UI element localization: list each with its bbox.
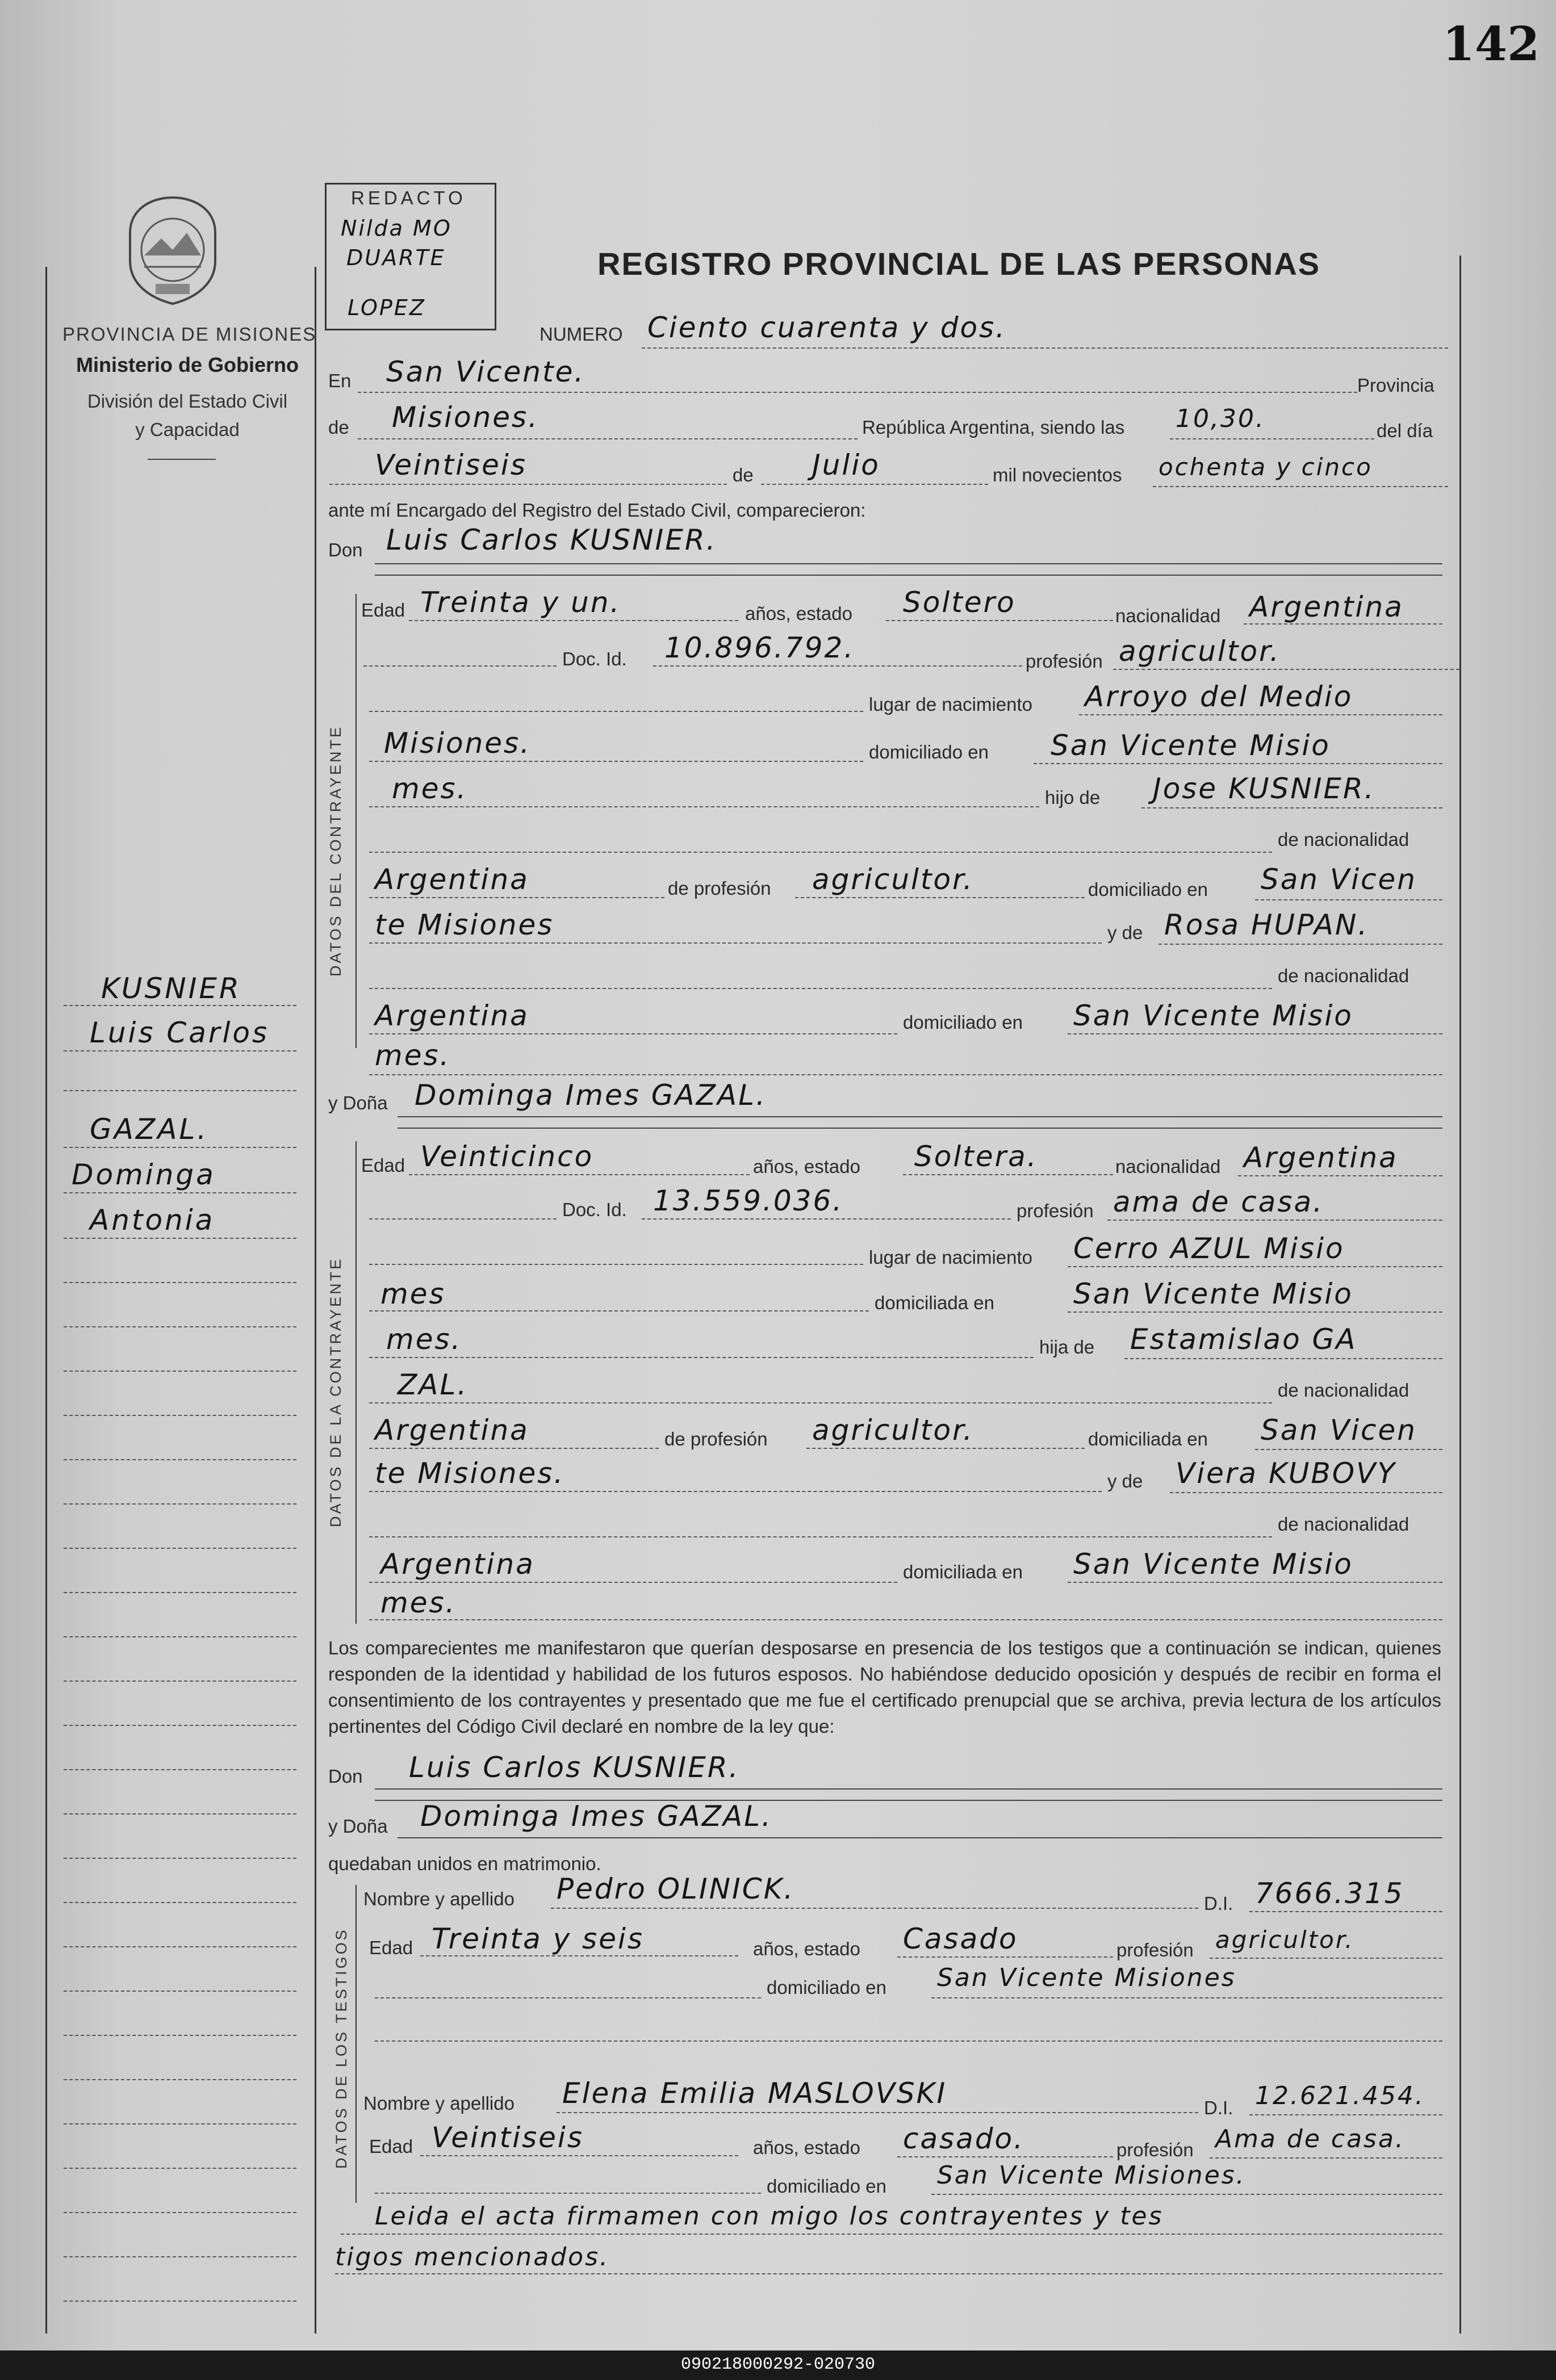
nacionalidad-line xyxy=(1244,623,1442,625)
left-rule xyxy=(45,267,47,2333)
decl-dona-value: Dominga Imes GAZAL. xyxy=(420,1800,772,1833)
margin-line xyxy=(64,2123,296,2125)
f-padre-nac-value: Argentina xyxy=(375,1414,529,1447)
f-profesion-label: profesión xyxy=(1017,1200,1094,1221)
nacionalidad-value: Argentina xyxy=(1249,590,1404,623)
domicilio-line-2 xyxy=(369,806,1039,807)
dona-label: y Doña xyxy=(328,1092,388,1113)
f-estado-line xyxy=(903,1174,1113,1175)
de-nacionalidad-label-2: de nacionalidad xyxy=(1278,965,1409,986)
hora-line xyxy=(1170,438,1374,439)
f-padre-prof-line xyxy=(806,1448,1085,1449)
padre-dom-value: San Vicen xyxy=(1261,863,1417,896)
f-madre-dom-label: domiciliada en xyxy=(903,1561,1023,1582)
padre-nac-value: Argentina xyxy=(375,863,529,896)
f-madre-dom-line xyxy=(1068,1582,1442,1583)
mes-value: Julio xyxy=(812,449,880,481)
margin-line xyxy=(64,2035,296,2036)
margin-surname-groom: KUSNIER xyxy=(101,972,241,1005)
domiciliado-label: domiciliado en xyxy=(869,741,989,762)
quedaban-label: quedaban unidos en matrimonio. xyxy=(328,1853,601,1874)
y-de-label: y de xyxy=(1107,922,1143,943)
bride-bracket xyxy=(355,1141,357,1624)
t1-nombre-line xyxy=(551,1908,1198,1909)
cierre-rule-2 xyxy=(335,2273,1442,2274)
de-nacionalidad-label: de nacionalidad xyxy=(1278,829,1409,850)
margin-line xyxy=(64,1503,296,1505)
numero-line xyxy=(642,347,1448,349)
t1-di-label: D.I. xyxy=(1204,1893,1233,1914)
madre-nac-line xyxy=(369,1033,897,1034)
margin-line xyxy=(64,1238,296,1239)
f-madre-value: Viera KUBOVY xyxy=(1176,1457,1396,1490)
t1-profesion-value: agricultor. xyxy=(1215,1926,1354,1954)
f-nacionalidad-line xyxy=(1238,1175,1442,1176)
del-dia-label: del día xyxy=(1377,420,1433,441)
t2-dom-label: domiciliado en xyxy=(767,2176,886,2197)
t2-nombre-label: Nombre y apellido xyxy=(363,2093,515,2114)
f-padre-value-2: ZAL. xyxy=(398,1368,469,1401)
margin-line xyxy=(64,1769,296,1770)
ante-label: ante mí Encargado del Registro del Estado Civil, comparecieron: xyxy=(328,500,866,521)
f-madre-dom-value-2: mes. xyxy=(380,1586,457,1619)
t2-dom-line-pre xyxy=(375,2193,761,2194)
f-padre-dom-value: San Vicen xyxy=(1261,1414,1417,1447)
f-lugar-line-2 xyxy=(369,1310,869,1311)
madre-nac-value: Argentina xyxy=(375,999,529,1032)
domicilio-line xyxy=(1034,763,1442,764)
margin-line xyxy=(64,1005,296,1006)
t1-di-value: 7666.315 xyxy=(1255,1877,1404,1910)
f-padre-dom-line-2 xyxy=(369,1491,1102,1492)
f-madre-nac-value: Argentina xyxy=(380,1548,535,1581)
margin-line xyxy=(64,2256,296,2257)
nacionalidad-label: nacionalidad xyxy=(1115,605,1221,626)
margin-name-bride-2: Antonia xyxy=(90,1204,215,1237)
f-madre-nac-line-pre xyxy=(369,1536,1272,1537)
declaration-paragraph: Los comparecientes me manifestaron que querían desposarse en presencia de los testigos que a continuación se indican, quienes responden de la identidad y habilidad de los futuros esposos. No habiéndose deducido oposición y después de recibir en forma el consentimiento de los contrayentes y presentado que me fue el certificado prenupcial que se archiva, previa lectura de los artículos pertinentes del Código Civil declaré en nombre de la ley que: xyxy=(328,1637,1441,1737)
f-doc-line xyxy=(642,1218,1011,1220)
f-madre-nac-line xyxy=(369,1582,897,1583)
margin-line xyxy=(64,1326,296,1327)
f-lugar-value-2: mes xyxy=(380,1277,446,1310)
margin-line xyxy=(64,2168,296,2169)
t2-profesion-value: Ama de casa. xyxy=(1215,2125,1405,2153)
cierre-line-1: Leida el acta firmamen con migo los contrayentes y tes xyxy=(375,2202,1164,2231)
margin-line xyxy=(64,1813,296,1815)
padre-dom-line xyxy=(1255,899,1442,900)
padre-nac-line-pre xyxy=(369,852,1272,853)
mes-line xyxy=(761,484,988,485)
f-padre-line xyxy=(1124,1358,1442,1359)
margin-name-bride: Dominga xyxy=(72,1158,216,1191)
f-padre-dom-line xyxy=(1255,1449,1442,1450)
lugar-value-2: Misiones. xyxy=(384,727,531,760)
t2-dom-value: San Vicente Misiones. xyxy=(937,2161,1246,2190)
margin-line xyxy=(64,1090,296,1091)
t1-edad-label: Edad xyxy=(369,1937,413,1958)
en-line xyxy=(358,392,1357,393)
t2-profesion-label: profesión xyxy=(1116,2139,1194,2160)
lugar-value: Arroyo del Medio xyxy=(1085,680,1353,713)
madre-dom-label: domiciliado en xyxy=(903,1012,1023,1033)
doc-value: 10.896.792. xyxy=(664,631,855,664)
t2-di-label: D.I. xyxy=(1204,2097,1233,2118)
f-madre-line xyxy=(1170,1492,1442,1493)
t1-nombre-label: Nombre y apellido xyxy=(363,1888,515,1909)
madre-dom-line-2 xyxy=(369,1074,1442,1075)
margin-line xyxy=(64,2301,296,2302)
f-profesion-line xyxy=(1107,1220,1442,1221)
decl-don-value: Luis Carlos KUSNIER. xyxy=(409,1751,740,1784)
de-profesion-label: de profesión xyxy=(668,878,771,899)
datos-contrayente-label: DATOS DEL CONTRAYENTE xyxy=(327,724,344,977)
decl-dona-label: y Doña xyxy=(328,1816,388,1837)
t2-dom-line xyxy=(931,2194,1442,2195)
f-y-de-label: y de xyxy=(1107,1470,1143,1491)
t2-nombre-line xyxy=(557,2112,1198,2113)
t1-profesion-line xyxy=(1210,1958,1442,1959)
redacto-name-3: LOPEZ xyxy=(348,295,426,320)
provincial-seal-icon xyxy=(122,193,224,307)
f-lugar-label: lugar de nacimiento xyxy=(869,1247,1033,1268)
margin-line xyxy=(64,1147,296,1148)
t1-dom-line xyxy=(931,1997,1442,1998)
margin-line xyxy=(64,1725,296,1726)
datos-testigos-label: DATOS DE LOS TESTIGOS xyxy=(333,1928,350,2169)
f-edad-label: Edad xyxy=(361,1155,405,1176)
t2-estado-value: casado. xyxy=(903,2122,1025,2155)
right-rule xyxy=(1459,255,1461,2333)
don-value: Luis Carlos KUSNIER. xyxy=(386,523,717,556)
padre-prof-value: agricultor. xyxy=(812,863,974,896)
witness-bracket xyxy=(355,1885,357,2203)
f-estado-value: Soltera. xyxy=(914,1140,1038,1173)
dona-value: Dominga Imes GAZAL. xyxy=(415,1079,767,1112)
f-padre-dom-label: domiciliada en xyxy=(1088,1428,1208,1449)
madre-dom-value-2: mes. xyxy=(375,1039,451,1072)
domiciliada-label: domiciliada en xyxy=(875,1292,994,1313)
issuer-ministry: Ministerio de Gobierno xyxy=(76,353,299,376)
margin-line xyxy=(64,1636,296,1637)
f-padre-value: Estamislao GA xyxy=(1130,1323,1357,1356)
t1-estado-line xyxy=(897,1956,1113,1958)
dia-value: Veintiseis xyxy=(375,449,527,481)
lugar-line xyxy=(1079,714,1442,715)
t1-nombre-value: Pedro OLINICK. xyxy=(557,1872,795,1905)
doc-line xyxy=(653,665,1022,667)
doc-line-pre xyxy=(363,665,557,667)
t1-edad-value: Treinta y seis xyxy=(432,1922,644,1955)
redacto-name-1: Nilda MO xyxy=(341,216,452,241)
don-line xyxy=(375,563,1442,564)
t2-estado-label: años, estado xyxy=(753,2137,860,2158)
datos-contrayente-f-label: DATOS DE LA CONTRAYENTE xyxy=(327,1256,344,1527)
madre-line xyxy=(1158,944,1442,945)
t1-dom-line-pre xyxy=(375,1997,761,1998)
de2-label: de xyxy=(733,464,754,485)
f-doc-line-pre xyxy=(369,1218,557,1220)
f-padre-line-2 xyxy=(369,1402,1272,1403)
f-de-profesion-label: de profesión xyxy=(664,1428,768,1449)
f-padre-prof-value: agricultor. xyxy=(812,1414,974,1447)
form-title: REGISTRO PROVINCIAL DE LAS PERSONAS xyxy=(597,246,1321,282)
anio-line xyxy=(1153,486,1448,487)
padre-nac-line xyxy=(369,897,664,898)
t2-edad-value: Veintiseis xyxy=(432,2121,584,2154)
t2-di-value: 12.621.454. xyxy=(1255,2081,1425,2110)
archive-code: 090218000292-020730 xyxy=(680,2355,876,2374)
f-de-nacionalidad-label-2: de nacionalidad xyxy=(1278,1514,1409,1535)
f-nacionalidad-value: Argentina xyxy=(1244,1141,1398,1174)
decl-dona-line xyxy=(398,1837,1442,1838)
margin-line xyxy=(64,1548,296,1549)
t1-edad-line xyxy=(420,1955,738,1956)
lugar-label: lugar de nacimiento xyxy=(869,694,1033,715)
edad-line xyxy=(409,620,738,621)
t1-estado-value: Casado xyxy=(903,1922,1018,1955)
groom-bracket xyxy=(355,594,357,1048)
de-label: de xyxy=(328,417,349,438)
f-domicilio-value-2: mes. xyxy=(386,1323,462,1356)
margin-line xyxy=(64,1681,296,1682)
margin-line xyxy=(64,1050,296,1051)
f-profesion-value: ama de casa. xyxy=(1113,1185,1324,1218)
margin-surname-bride: GAZAL. xyxy=(90,1113,209,1146)
padre-prof-line xyxy=(795,897,1085,898)
madre-value: Rosa HUPAN. xyxy=(1164,908,1369,941)
f-lugar-line-pre xyxy=(369,1264,863,1265)
provincia-line xyxy=(358,438,858,439)
f-domicilio-line-2 xyxy=(369,1357,1034,1358)
provincia-value: Misiones. xyxy=(392,401,539,434)
f-madre-dom-value: San Vicente Misio xyxy=(1073,1548,1353,1581)
padre-line xyxy=(1141,807,1442,808)
don-line-2 xyxy=(375,575,1442,576)
domicilio-value: San Vicente Misio xyxy=(1051,729,1331,762)
margin-line xyxy=(64,2079,296,2080)
margin-line xyxy=(64,1858,296,1859)
lugar-line-2 xyxy=(369,761,863,762)
numero-label: NUMERO xyxy=(539,324,623,345)
f-de-nacionalidad-label: de nacionalidad xyxy=(1278,1380,1409,1401)
f-padre-dom-value-2: te Misiones. xyxy=(375,1457,565,1490)
hora-value: 10,30. xyxy=(1176,404,1265,433)
padre-dom-label: domiciliado en xyxy=(1088,879,1208,900)
t2-edad-label: Edad xyxy=(369,2136,413,2157)
madre-nac-line-pre xyxy=(369,988,1272,989)
profesion-label: profesión xyxy=(1026,651,1103,672)
f-estado-label: años, estado xyxy=(753,1156,860,1177)
f-lugar-value: Cerro AZUL Misio xyxy=(1073,1232,1345,1265)
divider xyxy=(148,459,216,460)
t2-estado-line xyxy=(897,2156,1113,2157)
padre-dom-line-2 xyxy=(369,942,1102,944)
dia-line xyxy=(329,484,727,485)
f-doc-value: 13.559.036. xyxy=(653,1184,844,1217)
margin-line xyxy=(64,1902,296,1903)
f-edad-value: Veinticinco xyxy=(420,1140,594,1173)
t1-blank-line xyxy=(375,2040,1442,2042)
mil-label: mil novecientos xyxy=(993,464,1122,485)
t1-dom-label: domiciliado en xyxy=(767,1977,886,1998)
f-doc-label: Doc. Id. xyxy=(562,1199,627,1220)
t2-di-line xyxy=(1249,2114,1442,2115)
redacto-name-2: DUARTE xyxy=(346,245,446,270)
issuer-division-1: División del Estado Civil xyxy=(87,391,288,412)
margin-line xyxy=(64,1459,296,1460)
en-label: En xyxy=(328,370,352,391)
dona-line xyxy=(398,1116,1442,1117)
don-label: Don xyxy=(328,539,363,560)
republica-label: República Argentina, siendo las xyxy=(862,417,1125,438)
hijo-label: hijo de xyxy=(1045,787,1101,808)
numero-value: Ciento cuarenta y dos. xyxy=(647,311,1007,344)
margin-rule xyxy=(315,267,316,2333)
en-value: San Vicente. xyxy=(386,355,585,388)
t2-edad-line xyxy=(420,2155,738,2156)
margin-line xyxy=(64,1592,296,1593)
margin-line xyxy=(64,1415,296,1416)
t1-di-line xyxy=(1249,1911,1442,1912)
margin-name-groom: Luis Carlos xyxy=(90,1016,270,1049)
t1-dom-value: San Vicente Misiones xyxy=(937,1963,1236,1992)
lugar-line-pre xyxy=(369,711,863,712)
margin-line xyxy=(64,1192,296,1193)
t1-profesion-label: profesión xyxy=(1116,1939,1194,1960)
anio-value: ochenta y cinco xyxy=(1158,453,1373,481)
issuer-province: PROVINCIA DE MISIONES xyxy=(62,324,317,345)
estado-line xyxy=(886,620,1113,621)
edad-label: Edad xyxy=(361,600,405,621)
f-padre-nac-line xyxy=(369,1448,659,1449)
padre-value: Jose KUSNIER. xyxy=(1153,772,1375,805)
margin-line xyxy=(64,1371,296,1372)
issuer-division-2: y Capacidad xyxy=(135,419,240,440)
estado-value: Soltero xyxy=(903,586,1016,619)
domicilio-value-2: mes. xyxy=(392,772,468,805)
estado-label: años, estado xyxy=(745,603,852,624)
hija-label: hija de xyxy=(1039,1336,1095,1357)
edad-value: Treinta y un. xyxy=(420,586,621,619)
t2-profesion-line xyxy=(1210,2157,1442,2159)
cierre-rule-1 xyxy=(341,2234,1442,2235)
decl-don-line xyxy=(375,1788,1442,1790)
f-lugar-line xyxy=(1068,1266,1442,1267)
padre-dom-value-2: te Misiones xyxy=(375,908,554,941)
page-number: 142 xyxy=(1442,17,1540,72)
f-nacionalidad-label: nacionalidad xyxy=(1115,1156,1221,1177)
profesion-value: agricultor. xyxy=(1119,635,1281,668)
margin-line xyxy=(64,1991,296,1992)
f-domicilio-line xyxy=(1068,1311,1442,1313)
dona-line-2 xyxy=(398,1128,1442,1129)
t2-nombre-value: Elena Emilia MASLOVSKI xyxy=(562,2077,947,2110)
profesion-line xyxy=(1113,669,1459,670)
provincia-label: Provincia xyxy=(1357,375,1434,396)
f-domicilio-value: San Vicente Misio xyxy=(1073,1277,1353,1310)
f-madre-dom-line-2 xyxy=(369,1619,1442,1620)
margin-line xyxy=(64,2212,296,2213)
cierre-line-2: tigos mencionados. xyxy=(335,2243,609,2272)
f-edad-line xyxy=(409,1174,750,1175)
madre-dom-value: San Vicente Misio xyxy=(1073,999,1353,1032)
doc-label: Doc. Id. xyxy=(562,648,627,669)
redacto-label: REDACTO xyxy=(351,187,466,208)
t1-estado-label: años, estado xyxy=(753,1938,860,1959)
madre-dom-line xyxy=(1068,1033,1442,1034)
margin-line xyxy=(64,1282,296,1283)
decl-don-label: Don xyxy=(328,1766,363,1787)
margin-line xyxy=(64,1946,296,1947)
